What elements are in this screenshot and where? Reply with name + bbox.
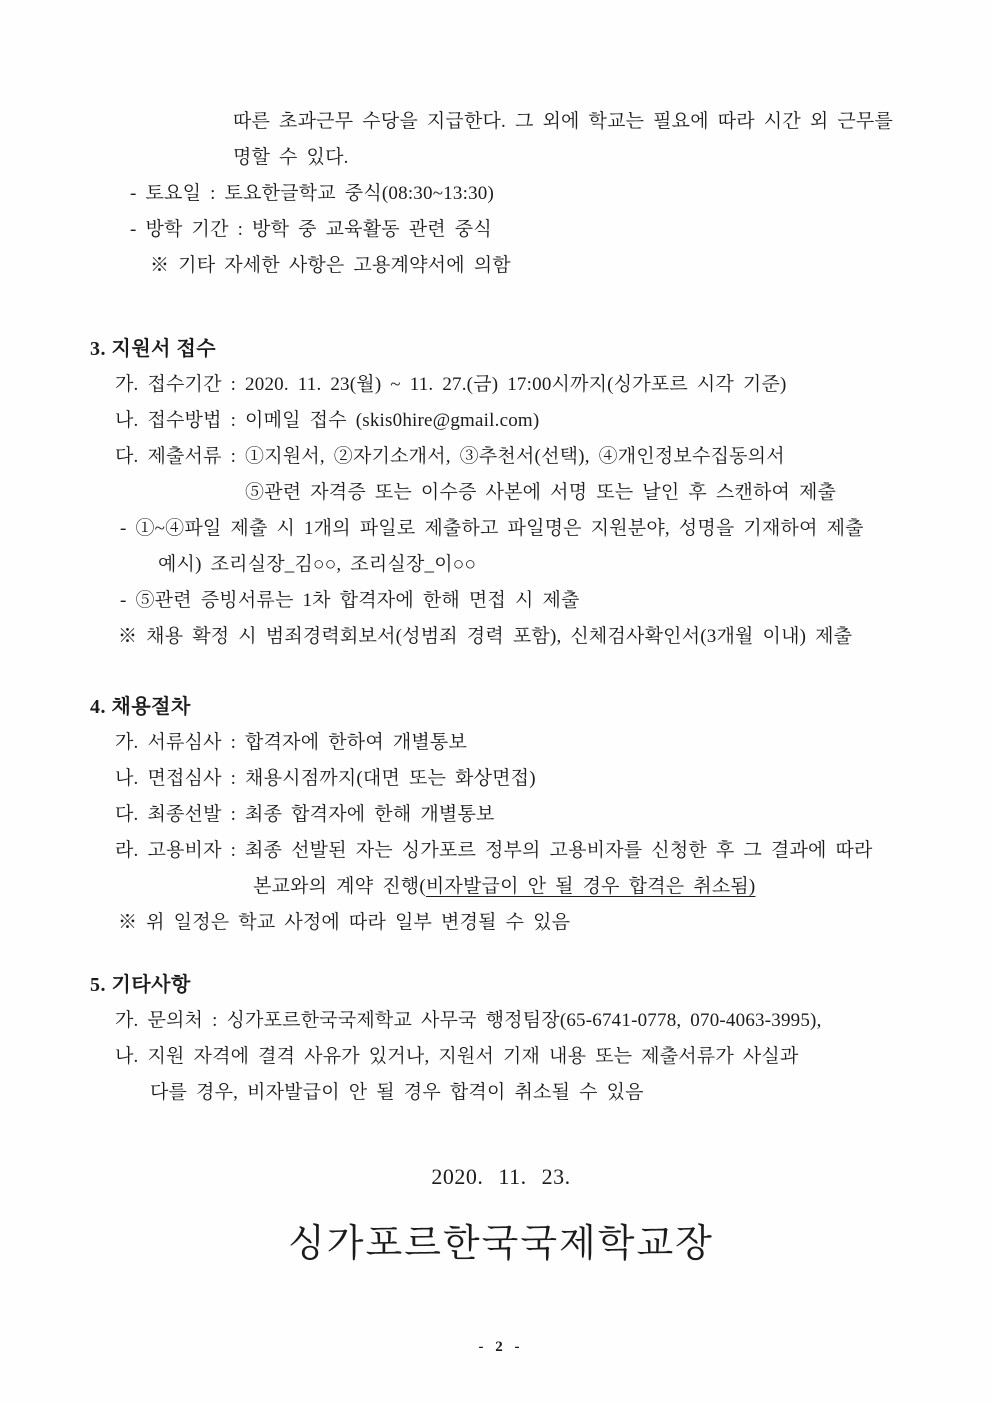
section-title: 5. 기타사항 [90,974,191,996]
body-line: 명할 수 있다. [233,147,349,168]
body-line: 가. 접수기간 : 2020. 11. 23(월) ~ 11. 27.(금) 17:00시까지(싱가포르 시각 기준) [115,374,787,395]
continuation-line: ⑤관련 자격증 또는 이수증 사본에 서명 또는 날인 후 스캔하여 제출 [245,482,837,503]
example-line: 예시) 조리실장_김○○, 조리실장_이○○ [158,554,477,575]
underlined-visa-note: 비자발급이 안 될 경우 합격은 취소됨) [425,876,756,897]
continuation-line [253,869,912,905]
dash-line: - 방학 기간 : 방학 중 교육활동 관련 중식 [130,219,492,240]
section-miscellaneous [90,967,912,1111]
section-title: 3. 지원서 접수 [90,338,217,360]
issue-date: 2020. 11. 23. [431,1164,571,1189]
section-title: 4. 채용절차 [90,696,191,718]
body-line: 가. 서류심사 : 합격자에 한하여 개별통보 [115,732,468,753]
body-line: 나. 접수방법 : 이메일 접수 (skis0hire@gmail.com) [115,410,540,431]
note-line: ※ 기타 자세한 사항은 고용계약서에 의함 [150,255,511,276]
body-line: 나. 지원 자격에 결격 사유가 있거나, 지원서 기재 내용 또는 제출서류가 사실과 [115,1046,799,1067]
body-line: 다. 최종선발 : 최종 합격자에 한해 개별통보 [115,804,495,825]
dash-line: - ①~④파일 제출 시 1개의 파일로 제출하고 파일명은 지원분야, 성명을 기재하여 제출 [120,518,864,539]
section-application-submission [90,331,912,655]
continuation-prefix: 본교와의 계약 진행( [253,876,426,897]
page-number: - 2 - [478,1339,524,1355]
body-line: 라. 고용비자 : 최종 선발된 자는 싱가포르 정부의 고용비자를 신청한 후 그 결과에 따라 [115,840,873,861]
body-line: 다. 제출서류 : ①지원서, ②자기소개서, ③추천서(선택), ④개인정보수집동의서 [115,446,785,467]
body-line: 따른 초과근무 수당을 지급한다. 그 외에 학교는 필요에 따라 시간 외 근무를 [233,111,894,132]
continuation-line: 다를 경우, 비자발급이 안 될 경우 합격이 취소될 수 있음 [150,1082,644,1103]
body-line: 가. 문의처 : 싱가포르한국국제학교 사무국 행정팀장(65-6741-0778, 070-4063-3995), [115,1010,822,1031]
note-line: ※ 채용 확정 시 범죄경력회보서(성범죄 경력 포함), 신체검사확인서(3개월 이내) 제출 [118,626,853,647]
body-line: 나. 면접심사 : 채용시점까지(대면 또는 화상면접) [115,768,536,789]
dash-line: - ⑤관련 증빙서류는 1차 합격자에 한해 면접 시 제출 [120,590,580,611]
dash-line: - 토요일 : 토요한글학교 중식(08:30~13:30) [130,183,494,204]
note-line: ※ 위 일정은 학교 사정에 따라 일부 변경될 수 있음 [118,912,571,933]
signer-title: 싱가포르한국국제학교장 [288,1223,714,1265]
carryover-block [90,104,912,284]
section-hiring-process [90,689,912,941]
